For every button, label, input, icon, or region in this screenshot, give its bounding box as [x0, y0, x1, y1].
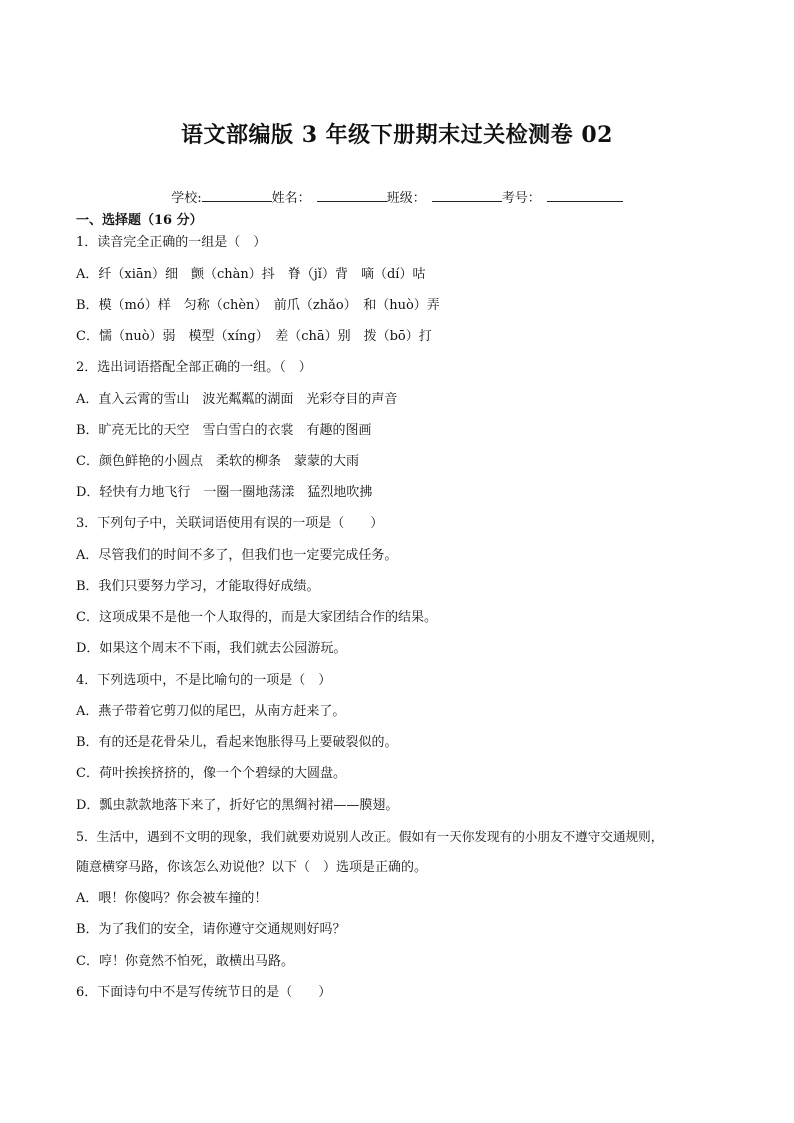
question-line: C．颜色鲜艳的小圆点 柔软的柳条 蒙蒙的大雨 — [76, 454, 359, 469]
class-blank — [432, 189, 502, 202]
question-line: B．模（mó）样 匀称（chèn） 前爪（zhǎo） 和（huò）弄 — [76, 298, 440, 313]
question-line: 3．下列句子中，关联词语使用有误的一项是（ ） — [76, 516, 384, 531]
class-label: 班级： — [386, 191, 426, 206]
question-line: A．纤（xiān）细 颤（chàn）抖 脊（jǐ）背 嘀（dí）咕 — [76, 267, 426, 282]
question-line: D．如果这个周末不下雨，我们就去公园游玩。 — [76, 641, 347, 656]
question-line: 6．下面诗句中不是写传统节日的是（ ） — [76, 985, 332, 1000]
question-line: A．直入云霄的雪山 波光粼粼的湖面 光彩夺目的声音 — [76, 392, 398, 407]
question-line: A．喂！你傻吗？你会被车撞的！ — [76, 891, 268, 906]
question-line: C．这项成果不是他一个人取得的，而是大家团结合作的结果。 — [76, 610, 437, 625]
question-line: B．有的还是花骨朵儿，看起来饱胀得马上要破裂似的。 — [76, 735, 398, 750]
question-line: B．我们只要努力学习，才能取得好成绩。 — [76, 579, 320, 594]
student-info-row — [0, 187, 794, 206]
question-line: 4．下列选项中，不是比喻句的一项是（ ） — [76, 673, 332, 688]
school-label: 学校: — [171, 191, 202, 206]
question-line: D．瓢虫款款地落下来了，折好它的黑绸衬裙——膜翅。 — [76, 798, 399, 813]
question-line: D．轻快有力地飞行 一圈一圈地荡漾 猛烈地吹拂 — [76, 485, 373, 500]
question-line: 1．读音完全正确的一组是（ ） — [76, 235, 267, 250]
exam-no-blank — [547, 189, 623, 202]
exam-no-label: 考号： — [501, 191, 541, 206]
question-line: 2．选出词语搭配全部正确的一组。（ ） — [76, 360, 312, 375]
question-line: C．荷叶挨挨挤挤的，像一个个碧绿的大圆盘。 — [76, 766, 346, 781]
question-line: A．燕子带着它剪刀似的尾巴，从南方赶来了。 — [76, 704, 346, 719]
question-line: B．为了我们的安全，请你遵守交通规则好吗？ — [76, 922, 346, 937]
question-line: B．旷亮无比的天空 雪白雪白的衣裳 有趣的图画 — [76, 423, 372, 438]
question-line: C．哼！你竟然不怕死，敢横出马路。 — [76, 954, 294, 969]
name-label: 姓名： — [271, 191, 311, 206]
section-heading: 一、选择题（16 分） — [76, 213, 203, 228]
question-line: 随意横穿马路，你该怎么劝说他？以下（ ）选项是正确的。 — [76, 860, 428, 875]
name-blank — [317, 189, 387, 202]
question-line: A．尽管我们的时间不多了，但我们也一定要完成任务。 — [76, 548, 398, 563]
school-blank — [202, 189, 272, 202]
page-title: 语文部编版 3 年级下册期末过关检测卷 02 — [181, 122, 613, 148]
question-line: 5．生活中，遇到不文明的现象，我们就要劝说别人改正。假如有一天你发现有的小朋友不遵守交通规则， — [76, 829, 664, 844]
question-line: C．懦（nuò）弱 模型（xíng） 差（chā）别 拨（bō）打 — [76, 329, 432, 344]
